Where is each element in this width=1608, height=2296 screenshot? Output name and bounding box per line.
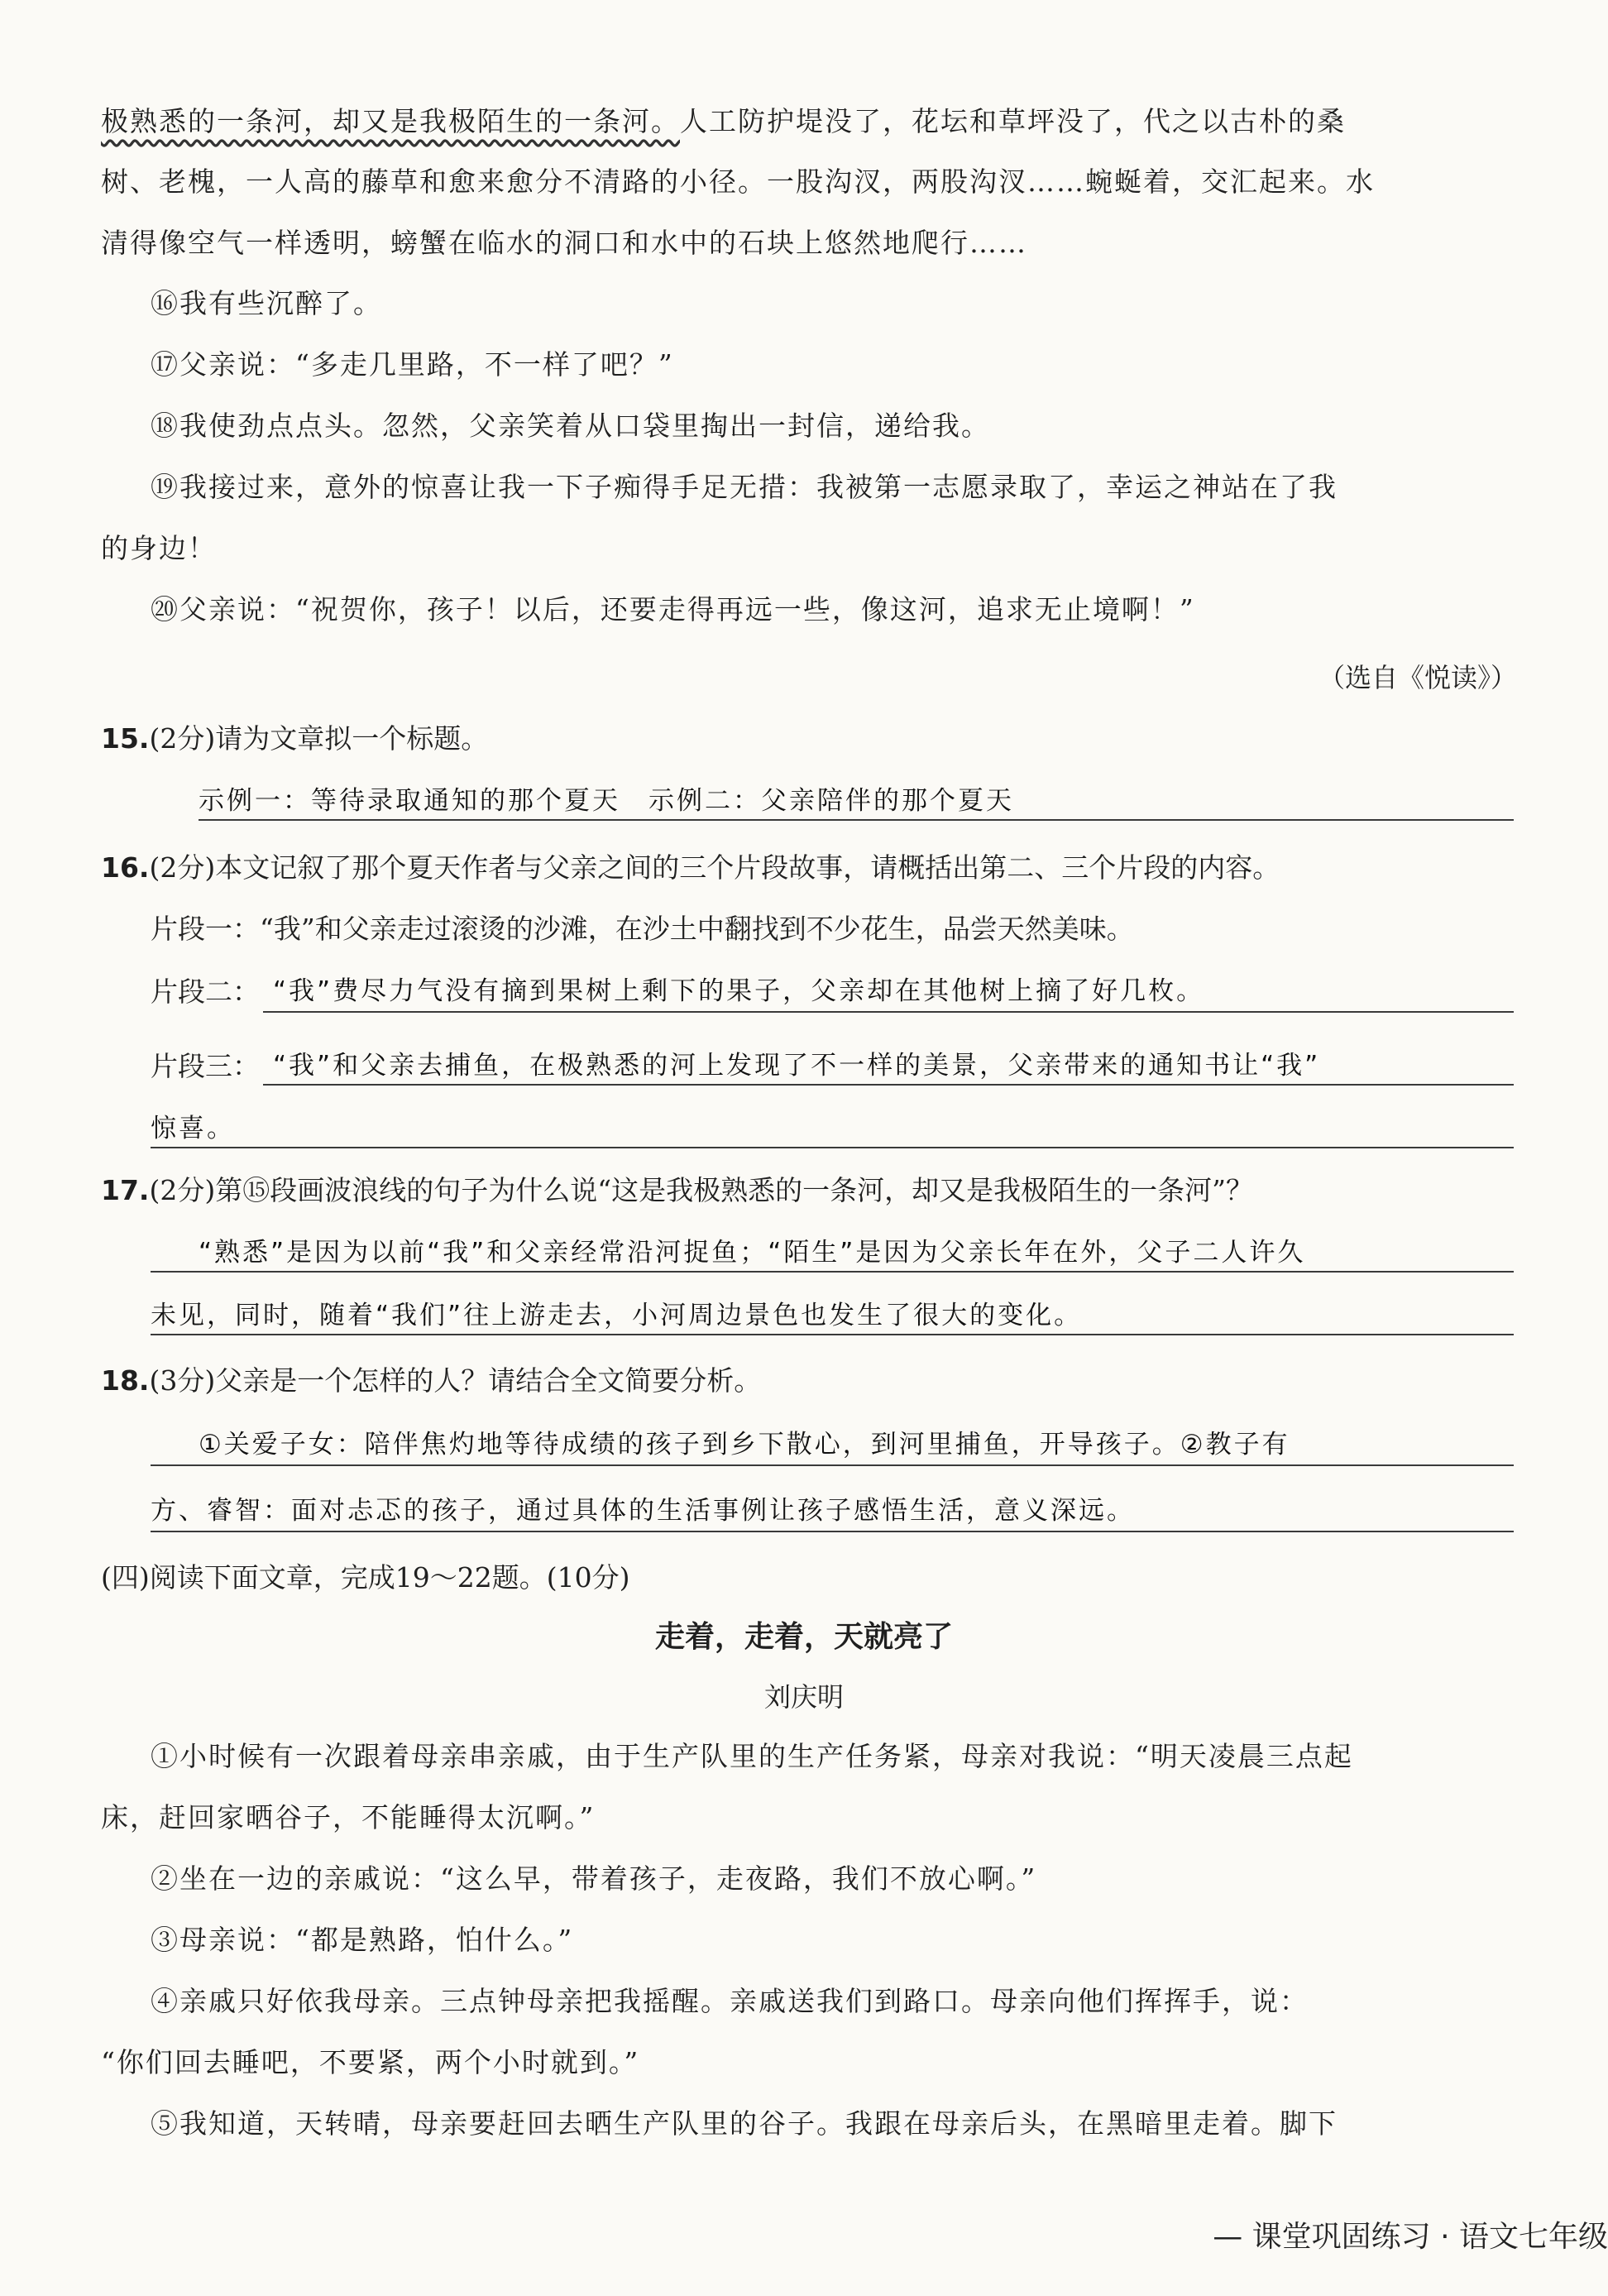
answer-17-cont: 未见，同时，随着“我们”往上游走去，小河周边景色也发生了很大的变化。	[151, 1301, 1083, 1330]
passage-line: 清得像空气一样透明，螃蟹在临水的洞口和水中的石块上悠然地爬行……	[101, 227, 1027, 259]
answer-line	[263, 1011, 1514, 1013]
question-text: (2分)本文记叙了那个夏天作者与父亲之间的三个片段故事，请概括出第二、三个片段的内容。	[149, 851, 1280, 884]
question-17	[101, 1175, 1253, 1206]
article-paragraph-1-cont: 床，赶回家晒谷子，不能睡得太沉啊。”	[101, 1801, 596, 1833]
segment-3-answer: “我”和父亲去捕鱼，在极熟悉的河上发现了不一样的美景，父亲带来的通知书让“我”	[273, 1051, 1321, 1081]
passage-text: 人工防护堤没了，花坛和草坪没了，代之以古朴的桑	[680, 105, 1346, 137]
paragraph-20: ⑳父亲说：“祝贺你，孩子！以后，还要走得再远一些，像这河，追求无止境啊！”	[151, 593, 1195, 626]
question-number: 15.	[101, 722, 150, 755]
question-18	[101, 1365, 761, 1397]
answer-line	[151, 1531, 1514, 1532]
segment-1: 片段一：“我”和父亲走过滚烫的沙滩，在沙土中翻找到不少花生，品尝天然美味。	[151, 913, 1134, 945]
article-title: 走着，走着，天就亮了	[654, 1620, 953, 1654]
paragraph-19: ⑲我接过来，意外的惊喜让我一下子痴得手足无措：我被第一志愿录取了，幸运之神站在了我	[151, 471, 1338, 503]
answer-line	[199, 819, 1514, 821]
article-paragraph-2: ②坐在一边的亲戚说：“这么早，带着孩子，走夜路，我们不放心啊。”	[151, 1862, 1037, 1895]
answer-line	[151, 1147, 1514, 1148]
answer-15: 示例一：等待录取通知的那个夏天 示例二：父亲陪伴的那个夏天	[199, 786, 1014, 816]
answer-18-cont: 方、睿智：面对忐忑的孩子，通过具体的生活事例让孩子感悟生活，意义深远。	[151, 1496, 1135, 1526]
article-paragraph-4-cont: “你们回去睡吧，不要紧，两个小时就到。”	[101, 2046, 640, 2078]
article-paragraph-4: ④亲戚只好依我母亲。三点钟母亲把我摇醒。亲戚送我们到路口。母亲向他们挥挥手，说：	[151, 1985, 1309, 2017]
paragraph-17: ⑰父亲说：“多走几里路，不一样了吧？”	[151, 348, 674, 381]
paragraph-19-cont: 的身边！	[101, 532, 217, 564]
passage-line: 树、老槐，一人高的藤草和愈来愈分不清路的小径。一股沟汊，两股沟汊……蜿蜒着，交汇起来。水	[101, 165, 1375, 198]
question-number: 17.	[101, 1174, 150, 1206]
answer-line	[151, 1271, 1514, 1273]
answer-line	[151, 1334, 1514, 1335]
question-16	[101, 852, 1280, 884]
segment-3-answer-cont: 惊喜。	[151, 1114, 235, 1143]
question-number: 18.	[101, 1364, 150, 1397]
segment-3-label: 片段三：	[151, 1050, 260, 1082]
segment-2-answer: “我”费尽力气没有摘到果树上剩下的果子，父亲却在其他树上摘了好几枚。	[273, 976, 1205, 1006]
question-text: (2分)请为文章拟一个标题。	[149, 722, 489, 755]
paragraph-18: ⑱我使劲点点头。忽然，父亲笑着从口袋里掏出一封信，递给我。	[151, 410, 990, 442]
article-author: 刘庆明	[763, 1681, 844, 1713]
answer-18: ①关爱子女：陪伴焦灼地等待成绩的孩子到乡下散心，到河里捕鱼，开导孩子。②教子有	[199, 1430, 1290, 1460]
question-number: 16.	[101, 851, 150, 884]
question-15	[101, 723, 488, 755]
answer-17: “熟悉”是因为以前“我”和父亲经常沿河捉鱼；“陌生”是因为父亲长年在外，父子二人许久	[199, 1238, 1306, 1268]
paragraph-16: ⑯我有些沉醉了。	[151, 287, 382, 319]
article-paragraph-1: ①小时候有一次跟着母亲串亲戚，由于生产队里的生产任务紧，母亲对我说：“明天凌晨三点起	[151, 1740, 1353, 1772]
section-4-heading: (四)阅读下面文章，完成19～22题。(10分)	[101, 1561, 630, 1594]
wavy-underlined-sentence: 极熟悉的一条河，却又是我极陌生的一条河。	[101, 105, 680, 137]
article-paragraph-5: ⑤我知道，天转晴，母亲要赶回去晒生产队里的谷子。我跟在母亲后头，在黑暗里走着。脚下	[151, 2107, 1338, 2140]
answer-line	[263, 1084, 1514, 1086]
segment-2-label: 片段二：	[151, 975, 260, 1008]
answer-line	[151, 1464, 1514, 1466]
article-paragraph-3: ③母亲说：“都是熟路，怕什么。”	[151, 1924, 574, 1956]
passage-line	[101, 106, 1515, 137]
question-text: (3分)父亲是一个怎样的人？请结合全文简要分析。	[149, 1364, 762, 1397]
source-citation: （选自《悦读》）	[1318, 662, 1517, 693]
question-text: (2分)第⑮段画波浪线的句子为什么说“这是我极熟悉的一条河，却又是我极陌生的一条河”？	[149, 1174, 1253, 1206]
page-footer: — 课堂巩固练习 · 语文七年级	[1213, 2220, 1608, 2254]
